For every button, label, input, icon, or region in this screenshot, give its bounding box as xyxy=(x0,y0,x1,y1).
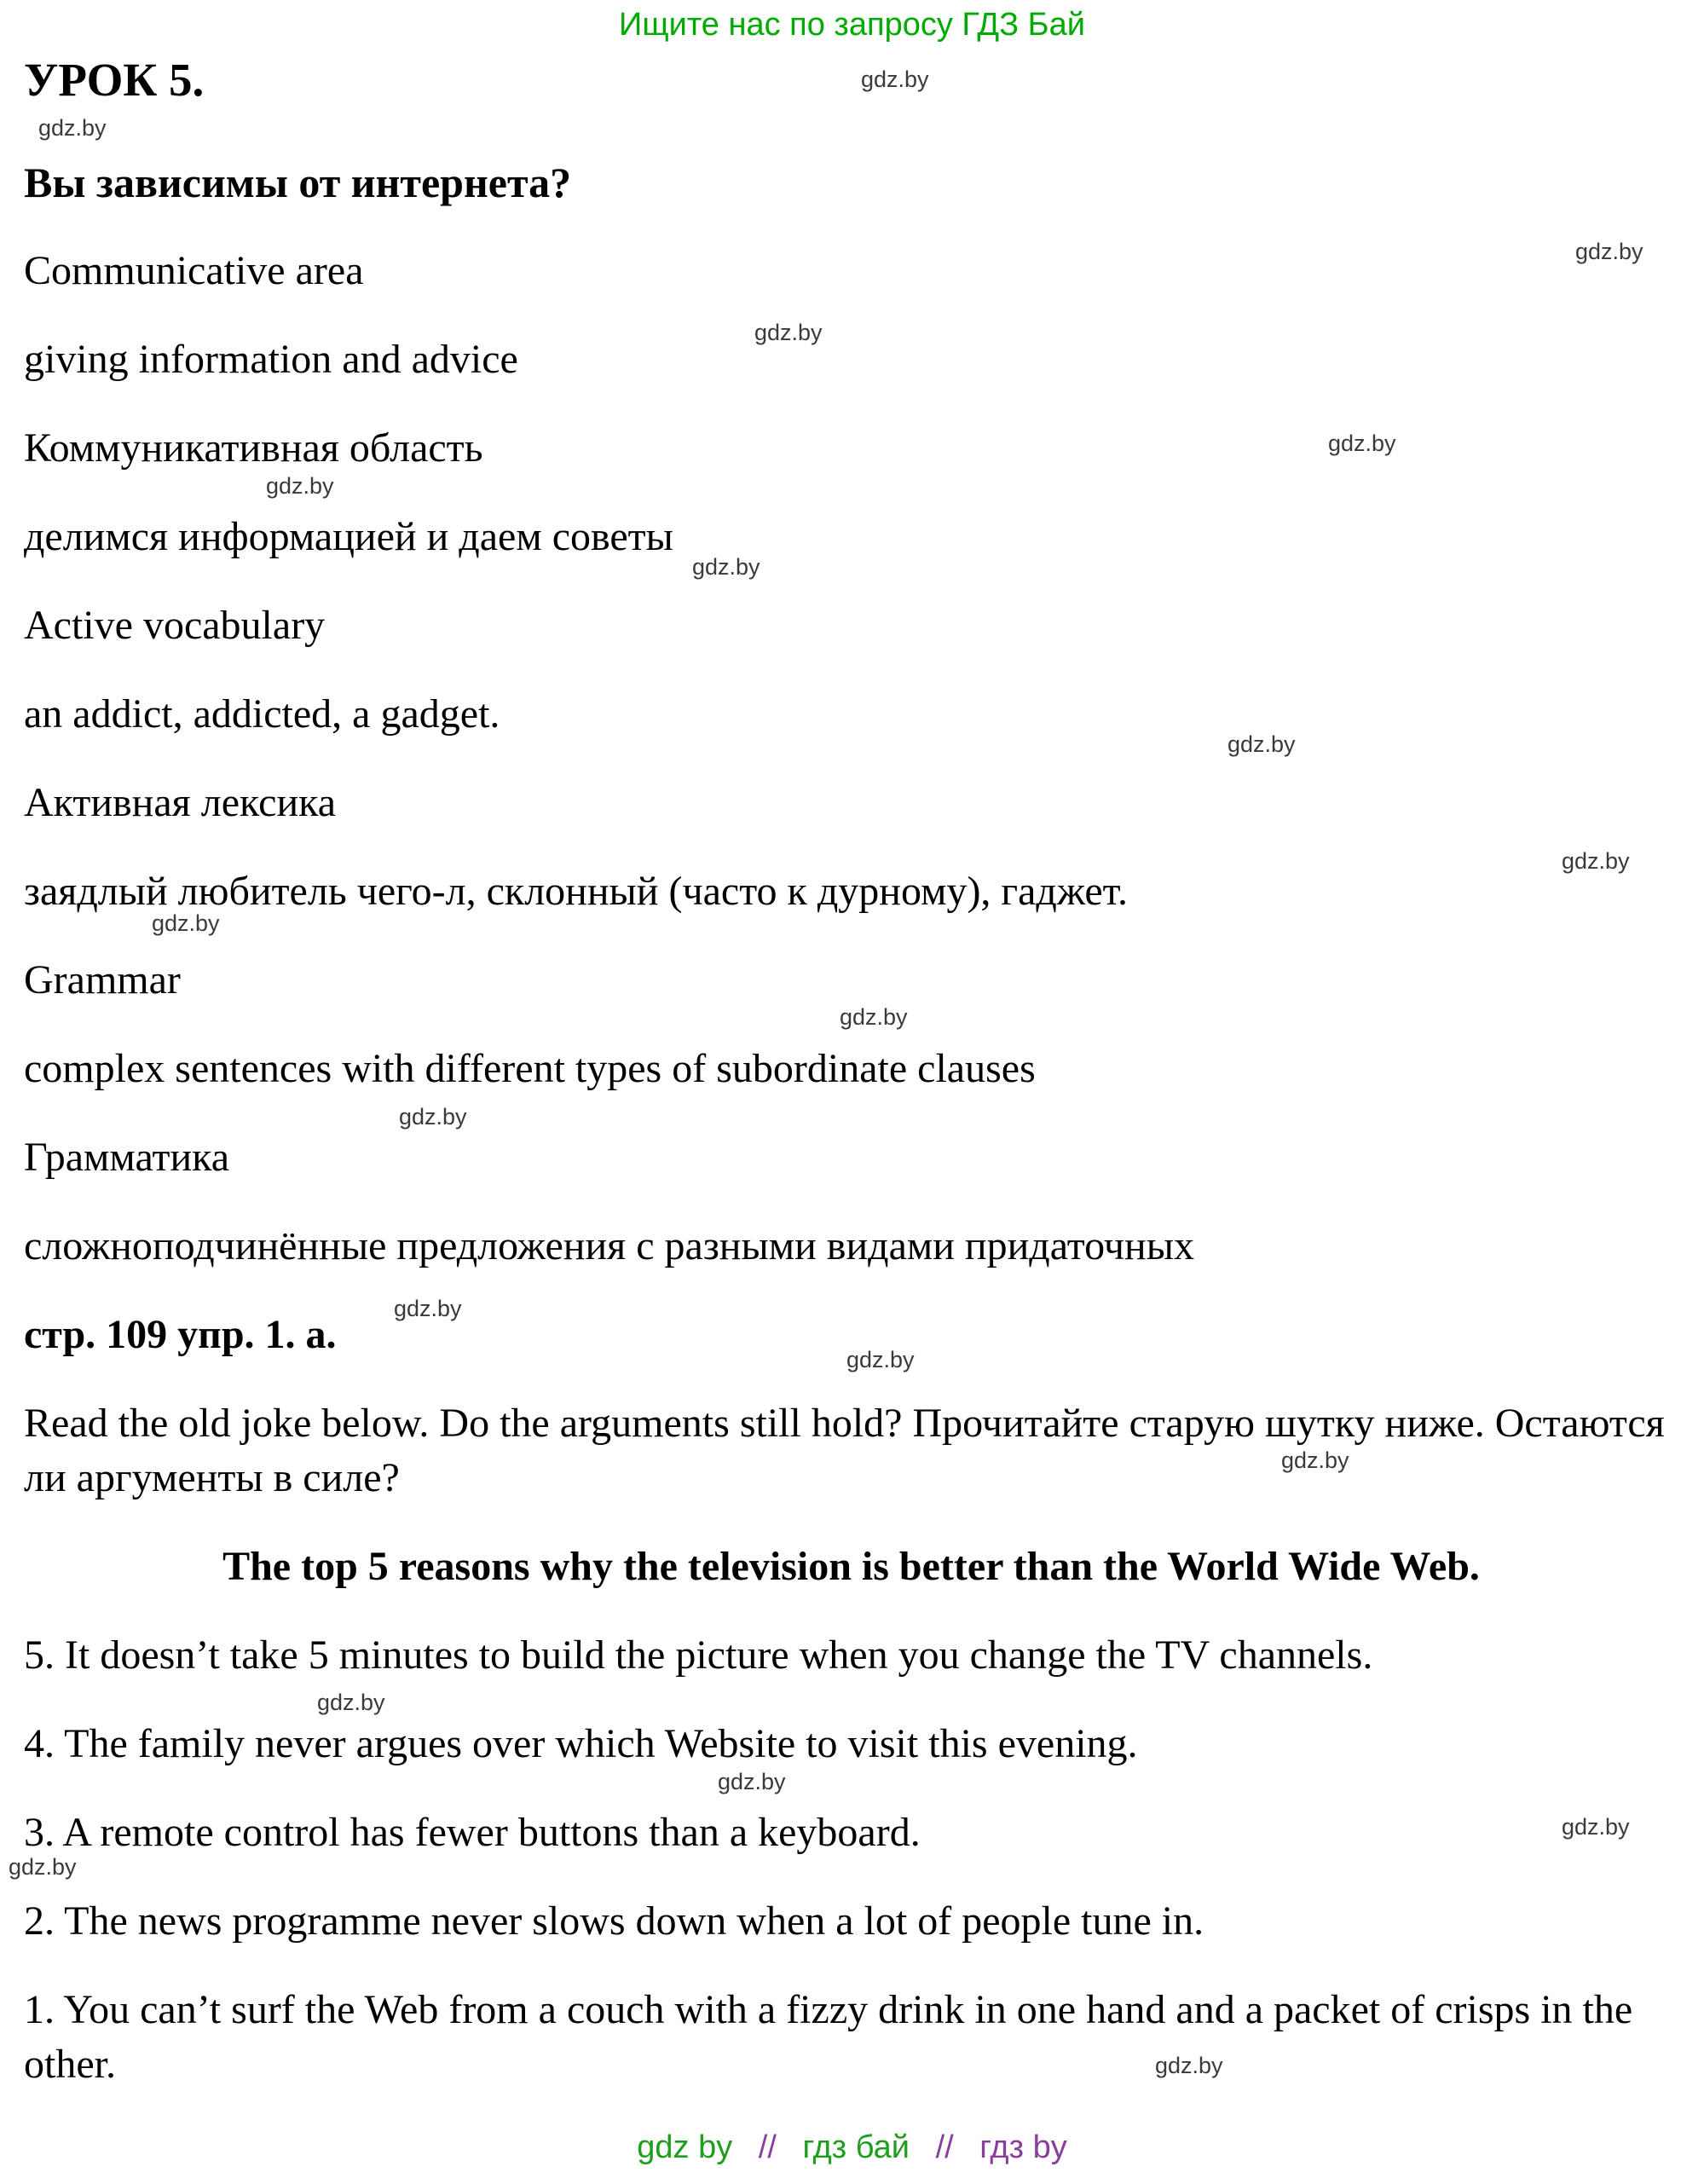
gdz-watermark: gdz.by xyxy=(861,66,929,92)
gdz-watermark: gdz.by xyxy=(394,1296,462,1321)
gdz-watermark: gdz.by xyxy=(1155,2053,1223,2078)
lesson-content xyxy=(24,53,1678,2126)
lesson-paragraph: giving information and advice xyxy=(24,337,518,382)
lesson-paragraph: Активная лексика xyxy=(24,780,337,825)
exercise-task: Read the old joke below. Do the arguments still hold? Прочитайте старую шутку ниже. Остаются ли аргументы в силе? xyxy=(24,1401,1665,1500)
joke-item: 4. The family never argues over which Website to visit this evening. xyxy=(24,1721,1138,1766)
top-banner-text: Ищите нас по запросу ГДЗ Бай xyxy=(619,7,1085,43)
gdz-watermark: gdz.by xyxy=(317,1690,385,1715)
gdz-watermark: gdz.by xyxy=(1281,1447,1349,1473)
gdz-watermark: gdz.by xyxy=(399,1104,467,1130)
gdz-watermark: gdz.by xyxy=(9,1854,77,1880)
joke-item: 2. The news programme never slows down when a lot of people tune in. xyxy=(24,1898,1204,1944)
gdz-watermark: gdz.by xyxy=(1562,1814,1630,1840)
gdz-watermark: gdz.by xyxy=(38,115,107,141)
footer-links xyxy=(0,2129,1704,2166)
joke-title: The top 5 reasons why the television is better than the World Wide Web. xyxy=(222,1544,1480,1589)
lesson-paragraph: Communicative area xyxy=(24,248,364,293)
footer-link-gdz-by-2[interactable]: гдз by xyxy=(979,2129,1067,2165)
footer-link-gdz-bai[interactable]: гдз бай xyxy=(802,2129,910,2165)
lesson-paragraph: Коммуникативная область xyxy=(24,425,483,471)
joke-item: 5. It doesn’t take 5 minutes to build the picture when you change the TV channels. xyxy=(24,1632,1373,1678)
gdz-watermark: gdz.by xyxy=(840,1004,908,1030)
lesson-paragraph: сложноподчинённые предложения с разными видами придаточных xyxy=(24,1223,1194,1268)
gdz-watermark: gdz.by xyxy=(1227,731,1296,757)
lesson-paragraph: Active vocabulary xyxy=(24,603,326,648)
footer-separator: // xyxy=(935,2129,954,2165)
gdz-watermark: gdz.by xyxy=(692,554,760,580)
lesson-paragraph: an addict, addicted, a gadget. xyxy=(24,691,500,737)
lesson-paragraph: complex sentences with different types of subordinate clauses xyxy=(24,1046,1036,1091)
lesson-paragraph: Грамматика xyxy=(24,1135,230,1180)
gdz-watermark: gdz.by xyxy=(1575,239,1643,264)
footer-link-gdz-by[interactable]: gdz by xyxy=(637,2129,733,2165)
gdz-watermark: gdz.by xyxy=(846,1347,915,1372)
gdz-watermark: gdz.by xyxy=(152,910,220,936)
gdz-watermark: gdz.by xyxy=(718,1769,786,1794)
gdz-watermark: gdz.by xyxy=(1562,848,1630,874)
footer-separator: // xyxy=(758,2129,777,2165)
lesson-paragraph: заядлый любитель чего-л, склонный (часто к дурному), гаджет. xyxy=(24,869,1129,914)
lesson-paragraph: Grammar xyxy=(24,957,181,1002)
lesson-paragraph: делимся информацией и даем советы xyxy=(24,514,673,559)
joke-item: 3. A remote control has fewer buttons than a keyboard. xyxy=(24,1810,921,1855)
exercise-label: стр. 109 упр. 1. а. xyxy=(24,1312,337,1357)
gdz-watermark: gdz.by xyxy=(754,320,823,345)
joke-item: 1. You can’t surf the Web from a couch with a fizzy drink in one hand and a packet of crisps in the other. xyxy=(24,1987,1633,2087)
lesson-subtitle: Вы зависимы от интернета? xyxy=(24,159,572,206)
lesson-title: УРОК 5. xyxy=(24,54,205,106)
gdz-watermark: gdz.by xyxy=(266,473,334,499)
gdz-watermark: gdz.by xyxy=(1328,430,1396,456)
